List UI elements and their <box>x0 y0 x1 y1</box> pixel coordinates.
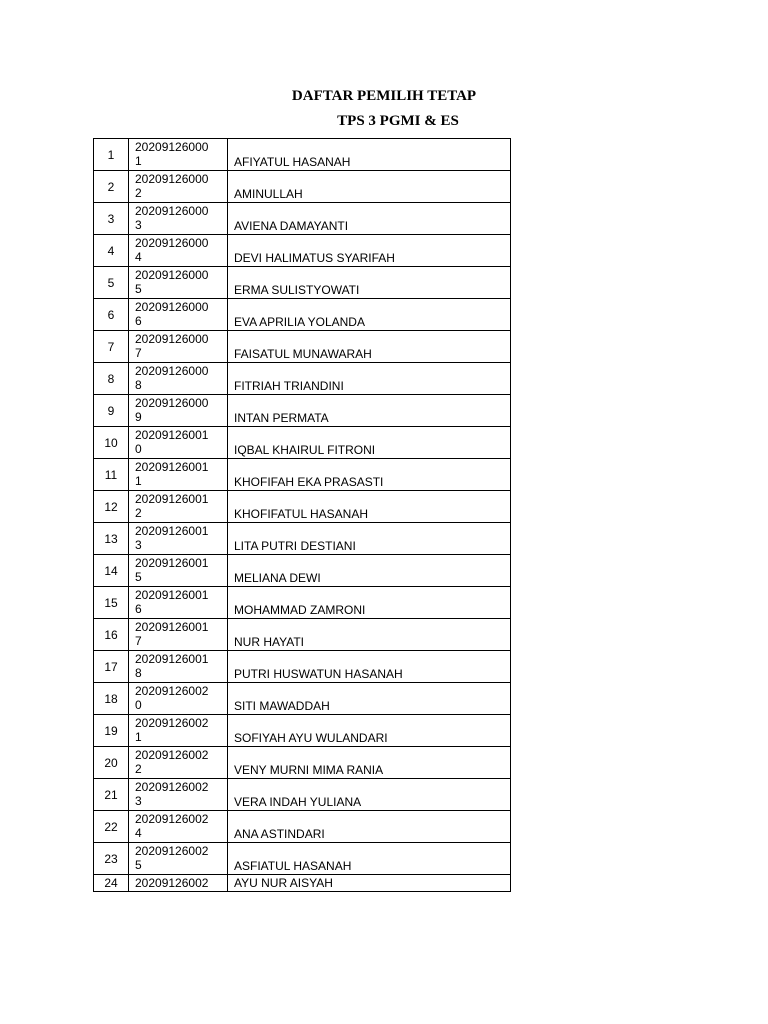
student-id-line-2: 1 <box>135 154 142 168</box>
student-id-line-1: 20209126000 <box>135 140 209 154</box>
row-number: 1 <box>94 139 129 171</box>
table-row <box>94 171 511 203</box>
voter-name: FAISATUL MUNAWARAH <box>228 331 511 363</box>
row-number: 22 <box>94 811 129 843</box>
voter-name: INTAN PERMATA <box>228 395 511 427</box>
student-id-line-2: 6 <box>135 602 142 616</box>
voter-name: KHOFIFATUL HASANAH <box>228 491 511 523</box>
student-id-line-2: 7 <box>135 346 142 360</box>
voter-name: AYU NUR AISYAH <box>228 875 511 892</box>
student-id-cell <box>129 235 228 267</box>
student-id-cell <box>129 491 228 523</box>
student-id-line-1: 20209126001 <box>135 652 209 666</box>
table-row <box>94 203 511 235</box>
student-id-line-1: 20209126001 <box>135 556 209 570</box>
student-id-cell <box>129 299 228 331</box>
student-id-cell <box>129 171 228 203</box>
student-id-line-2: 0 <box>135 442 142 456</box>
student-id-cell <box>129 363 228 395</box>
student-id-cell <box>129 587 228 619</box>
student-id-cell <box>129 139 228 171</box>
table-row <box>94 395 511 427</box>
student-id-line-2: 5 <box>135 858 142 872</box>
row-number: 18 <box>94 683 129 715</box>
voter-name: DEVI HALIMATUS SYARIFAH <box>228 235 511 267</box>
student-id-cell <box>129 683 228 715</box>
row-number: 15 <box>94 587 129 619</box>
row-number: 6 <box>94 299 129 331</box>
student-id-cell <box>129 459 228 491</box>
student-id-line-2: 5 <box>135 282 142 296</box>
student-id-line-1: 20209126002 <box>135 748 209 762</box>
table-row <box>94 587 511 619</box>
student-id-line-2: 5 <box>135 570 142 584</box>
student-id-line-2: 4 <box>135 826 142 840</box>
row-number: 21 <box>94 779 129 811</box>
voter-name: SOFIYAH AYU WULANDARI <box>228 715 511 747</box>
voter-name: MELIANA DEWI <box>228 555 511 587</box>
voter-name: SITI MAWADDAH <box>228 683 511 715</box>
student-id-line-2: 0 <box>135 698 142 712</box>
student-id-cell <box>129 203 228 235</box>
voter-name: AMINULLAH <box>228 171 511 203</box>
student-id-cell <box>129 395 228 427</box>
student-id-line-2: 9 <box>135 410 142 424</box>
student-id-cell <box>129 779 228 811</box>
row-number: 12 <box>94 491 129 523</box>
voter-name: ERMA SULISTYOWATI <box>228 267 511 299</box>
student-id-line-1: 20209126000 <box>135 236 209 250</box>
voter-name: EVA APRILIA YOLANDA <box>228 299 511 331</box>
student-id-line-1: 20209126000 <box>135 204 209 218</box>
student-id-line-1: 20209126000 <box>135 332 209 346</box>
student-id-line-1: 20209126002 <box>135 780 209 794</box>
table-row <box>94 267 511 299</box>
student-id-line-1: 20209126002 <box>135 716 209 730</box>
voter-table <box>93 138 511 892</box>
student-id-line-1: 20209126000 <box>135 364 209 378</box>
student-id-line-1: 20209126001 <box>135 460 209 474</box>
row-number: 3 <box>94 203 129 235</box>
student-id-cell <box>129 875 228 892</box>
table-row <box>94 331 511 363</box>
voter-name: VENY MURNI MIMA RANIA <box>228 747 511 779</box>
table-row <box>94 299 511 331</box>
student-id-line-1: 20209126001 <box>135 620 209 634</box>
table-row <box>94 235 511 267</box>
voter-name: AVIENA DAMAYANTI <box>228 203 511 235</box>
student-id-cell <box>129 747 228 779</box>
voter-name: LITA PUTRI DESTIANI <box>228 523 511 555</box>
table-row <box>94 619 511 651</box>
student-id-line-1: 20209126000 <box>135 172 209 186</box>
row-number: 9 <box>94 395 129 427</box>
row-number: 14 <box>94 555 129 587</box>
student-id-cell <box>129 619 228 651</box>
table-row <box>94 427 511 459</box>
table-row <box>94 363 511 395</box>
student-id-line-2: 6 <box>135 314 142 328</box>
table-row <box>94 843 511 875</box>
voter-name: PUTRI HUSWATUN HASANAH <box>228 651 511 683</box>
student-id-line-2: 8 <box>135 666 142 680</box>
document-subtitle: TPS 3 PGMI & ES <box>337 113 459 129</box>
row-number: 23 <box>94 843 129 875</box>
student-id-cell <box>129 523 228 555</box>
table-row <box>94 139 511 171</box>
student-id-line-1: 20209126001 <box>135 524 209 538</box>
row-number: 16 <box>94 619 129 651</box>
row-number: 13 <box>94 523 129 555</box>
row-number: 4 <box>94 235 129 267</box>
student-id-line-1: 20209126000 <box>135 396 209 410</box>
table-row <box>94 747 511 779</box>
student-id-line-2: 3 <box>135 218 142 232</box>
student-id-line-2: 1 <box>135 474 142 488</box>
voter-name: KHOFIFAH EKA PRASASTI <box>228 459 511 491</box>
student-id-line-1: 20209126000 <box>135 268 209 282</box>
table-row <box>94 555 511 587</box>
table-row <box>94 491 511 523</box>
student-id-line-1: 20209126001 <box>135 588 209 602</box>
voter-name: ASFIATUL HASANAH <box>228 843 511 875</box>
row-number: 19 <box>94 715 129 747</box>
student-id-line-2: 8 <box>135 378 142 392</box>
student-id-line-1: 20209126002 <box>135 684 209 698</box>
voter-table-body <box>94 139 511 892</box>
student-id-cell <box>129 651 228 683</box>
row-number: 24 <box>94 875 129 892</box>
table-row <box>94 459 511 491</box>
voter-name: FITRIAH TRIANDINI <box>228 363 511 395</box>
row-number: 20 <box>94 747 129 779</box>
row-number: 10 <box>94 427 129 459</box>
row-number: 17 <box>94 651 129 683</box>
table-row <box>94 875 511 892</box>
table-row <box>94 811 511 843</box>
voter-name: MOHAMMAD ZAMRONI <box>228 587 511 619</box>
document-title: DAFTAR PEMILIH TETAP <box>291 88 477 104</box>
student-id-line-1: 20209126002 <box>135 844 209 858</box>
student-id-line-2: 1 <box>135 730 142 744</box>
student-id-cell <box>129 555 228 587</box>
voter-name: AFIYATUL HASANAH <box>228 139 511 171</box>
student-id-line-1: 20209126001 <box>135 428 209 442</box>
student-id-line-1: 20209126000 <box>135 300 209 314</box>
student-id-line-2: 2 <box>135 762 142 776</box>
row-number: 8 <box>94 363 129 395</box>
voter-name: VERA INDAH YULIANA <box>228 779 511 811</box>
student-id-cell <box>129 843 228 875</box>
table-row <box>94 715 511 747</box>
row-number: 7 <box>94 331 129 363</box>
row-number: 11 <box>94 459 129 491</box>
table-row <box>94 683 511 715</box>
student-id-cell <box>129 715 228 747</box>
table-row <box>94 651 511 683</box>
student-id-cell <box>129 811 228 843</box>
row-number: 5 <box>94 267 129 299</box>
student-id-line-2: 2 <box>135 506 142 520</box>
student-id-line-2: 2 <box>135 186 142 200</box>
table-row <box>94 779 511 811</box>
student-id-line-2: 4 <box>135 250 142 264</box>
student-id-cell <box>129 427 228 459</box>
voter-name: NUR HAYATI <box>228 619 511 651</box>
student-id-line-1: 20209126001 <box>135 492 209 506</box>
student-id-line-1: 20209126002 <box>135 876 209 890</box>
row-number: 2 <box>94 171 129 203</box>
student-id-cell <box>129 331 228 363</box>
student-id-line-2: 7 <box>135 634 142 648</box>
voter-name: ANA ASTINDARI <box>228 811 511 843</box>
table-row <box>94 523 511 555</box>
student-id-line-1: 20209126002 <box>135 812 209 826</box>
voter-name: IQBAL KHAIRUL FITRONI <box>228 427 511 459</box>
student-id-line-2: 3 <box>135 538 142 552</box>
student-id-cell <box>129 267 228 299</box>
student-id-line-2: 3 <box>135 794 142 808</box>
